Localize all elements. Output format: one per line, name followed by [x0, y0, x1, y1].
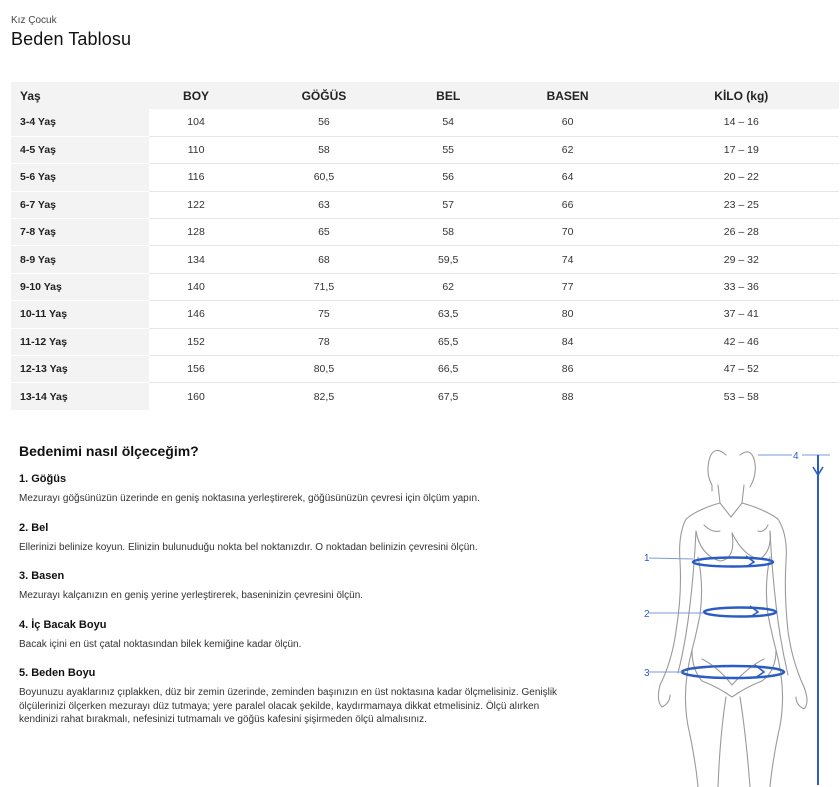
guide-text-chest: Mezurayı göğsünüzün üzerinde en geniş noktasına yerleştirerek, göğüsünüzün çevresi için ölçüm yapın. — [19, 493, 480, 504]
cell-hip: 86 — [492, 356, 644, 383]
cell-weight: 17 – 19 — [644, 136, 839, 163]
cell-height: 156 — [149, 356, 243, 383]
guide-heading-chest: 1. Göğüs — [19, 473, 67, 485]
cell-chest: 71,5 — [243, 273, 405, 300]
cell-waist: 55 — [405, 136, 492, 163]
cell-waist: 56 — [405, 164, 492, 191]
cell-hip: 66 — [492, 191, 644, 218]
column-header-age: Yaş — [11, 82, 149, 109]
cell-age: 4-5 Yaş — [11, 136, 149, 163]
cell-weight: 26 – 28 — [644, 219, 839, 246]
cell-waist: 67,5 — [437, 390, 459, 403]
cell-hip: 84 — [492, 328, 644, 355]
cell-age: 11-12 Yaş — [11, 328, 149, 355]
body-outline — [658, 450, 807, 787]
cell-weight: 20 – 22 — [644, 164, 839, 191]
cell-height: 128 — [149, 219, 243, 246]
hip-label: 3 — [644, 668, 650, 679]
cell-weight: 33 – 36 — [644, 273, 839, 300]
cell-chest: 58 — [243, 136, 405, 163]
cell-chest: 63 — [243, 191, 405, 218]
cell-age: 5-6 Yaş — [11, 164, 149, 191]
cell-chest: 80,5 — [243, 356, 405, 383]
table-row — [11, 246, 839, 273]
waist-measure-band — [704, 608, 776, 617]
chest-measure-band — [693, 558, 773, 567]
column-header-height: BOY — [149, 82, 243, 109]
cell-height: 116 — [149, 164, 243, 191]
cell-height: 104 — [149, 109, 243, 136]
cell-waist: 58 — [405, 219, 492, 246]
column-header-weight: KİLO (kg) — [644, 82, 839, 109]
cell-weight: 14 – 16 — [644, 109, 839, 136]
table-header-row — [11, 82, 839, 109]
cell-chest: 68 — [243, 246, 405, 273]
page-subtitle: Kız Çocuk — [11, 15, 57, 26]
cell-chest: 65 — [243, 219, 405, 246]
cell-height: 146 — [149, 301, 243, 328]
measurement-lines — [649, 455, 830, 785]
cell-age: 12-13 Yaş — [11, 356, 149, 383]
table-row — [11, 136, 839, 163]
cell-waist: 62 — [405, 273, 492, 300]
body-figure-svg — [640, 445, 840, 787]
guide-heading-body-height: 5. Beden Boyu — [19, 667, 96, 679]
table-body — [11, 109, 839, 410]
cell-height: 134 — [149, 246, 243, 273]
cell-hip: 62 — [492, 136, 644, 163]
cell-height: 140 — [149, 273, 243, 300]
waist-label: 2 — [644, 609, 650, 620]
cell-waist: 63,5 — [405, 301, 492, 328]
table-row — [11, 219, 839, 246]
measurement-labels — [644, 451, 799, 679]
column-header-waist: BEL — [405, 82, 492, 109]
guide-title: Bedenimi nasıl ölçeceğim? — [19, 443, 199, 459]
cell-hip: 70 — [492, 219, 644, 246]
cell-age: 6-7 Yaş — [11, 191, 149, 218]
cell-age: 13-14 Yaş — [11, 383, 149, 410]
page-title: Beden Tablosu — [11, 29, 132, 49]
cell-age: 7-8 Yaş — [11, 219, 149, 246]
measurement-guide — [19, 443, 559, 743]
column-header-hip: BASEN — [492, 82, 644, 109]
cell-waist: 65,5 — [405, 328, 492, 355]
height-label: 4 — [793, 451, 799, 462]
cell-waist: 57 — [405, 191, 492, 218]
cell-weight: 23 – 25 — [644, 191, 839, 218]
table-row — [11, 191, 839, 218]
cell-height: 122 — [149, 191, 243, 218]
table-row — [11, 164, 839, 191]
cell-weight: 47 – 52 — [644, 356, 839, 383]
guide-text-body-height: Boyunuzu ayaklarınız çıplakken, düz bir zemin üzerinde, zeminden başınızın en üst noktasına kadar ölçmelisiniz. Genişlik ölçülerinizi ölçerken mezurayı düz tutmaya; yere paralel olacak şekilde, kaydırmamaya dikkat etmelisiniz. Ölçü alırken kendinizi rahat bırakmalı, nefesinizi tutmamalı ve göğüs kafesini şişirmeden ölçü almalısınız. — [19, 687, 558, 725]
cell-height: 160 — [187, 390, 205, 403]
cell-weight: 42 – 46 — [644, 328, 839, 355]
cell-age: 3-4 Yaş — [11, 109, 149, 136]
cell-age: 8-9 Yaş — [11, 246, 149, 273]
cell-weight: 29 – 32 — [644, 246, 839, 273]
cell-hip: 74 — [492, 246, 644, 273]
cell-height: 110 — [149, 136, 243, 163]
cell-weight: 53 – 58 — [723, 390, 759, 403]
cell-hip: 88 — [561, 390, 574, 403]
chest-pointer-line — [649, 558, 693, 559]
table-row — [11, 273, 839, 300]
guide-heading-inseam: 4. İç Bacak Boyu — [19, 618, 107, 631]
table-row — [11, 328, 839, 355]
table-row — [11, 383, 839, 410]
cell-chest: 75 — [243, 301, 405, 328]
cell-chest: 56 — [243, 109, 405, 136]
column-header-chest: GÖĞÜS — [243, 82, 405, 109]
cell-age: 10-11 Yaş — [11, 301, 149, 328]
cell-chest: 60,5 — [243, 164, 405, 191]
cell-hip: 80 — [492, 301, 644, 328]
table-row — [11, 356, 839, 383]
chest-label: 1 — [644, 553, 650, 564]
guide-text-hip: Mezurayı kalçanızın en geniş yerine yerleştirerek, baseninizin çevresini ölçün. — [19, 590, 364, 601]
cell-hip: 77 — [492, 273, 644, 300]
guide-heading-hip: 3. Basen — [19, 570, 65, 582]
hip-measure-band — [682, 666, 784, 678]
size-table — [11, 82, 839, 410]
cell-waist: 59,5 — [405, 246, 492, 273]
guide-text-waist: Ellerinizi belinize koyun. Elinizin bulunuduğu nokta bel noktanızdır. O noktadan belinizin çevresini ölçün. — [19, 541, 478, 553]
cell-height: 152 — [149, 328, 243, 355]
guide-heading-waist: 2. Bel — [19, 521, 49, 534]
cell-waist: 66,5 — [405, 356, 492, 383]
cell-weight: 37 – 41 — [644, 301, 839, 328]
body-measurement-illustration — [640, 445, 840, 787]
guide-text-inseam: Bacak içini en üst çatal noktasından bilek kemiğine kadar ölçün. — [19, 638, 302, 650]
cell-hip: 64 — [492, 164, 644, 191]
table-row — [11, 301, 839, 328]
cell-chest: 82,5 — [313, 390, 335, 403]
table-row — [11, 109, 839, 136]
cell-chest: 78 — [243, 328, 405, 355]
cell-age: 9-10 Yaş — [11, 273, 149, 300]
cell-waist: 54 — [405, 109, 492, 136]
cell-hip: 60 — [492, 109, 644, 136]
